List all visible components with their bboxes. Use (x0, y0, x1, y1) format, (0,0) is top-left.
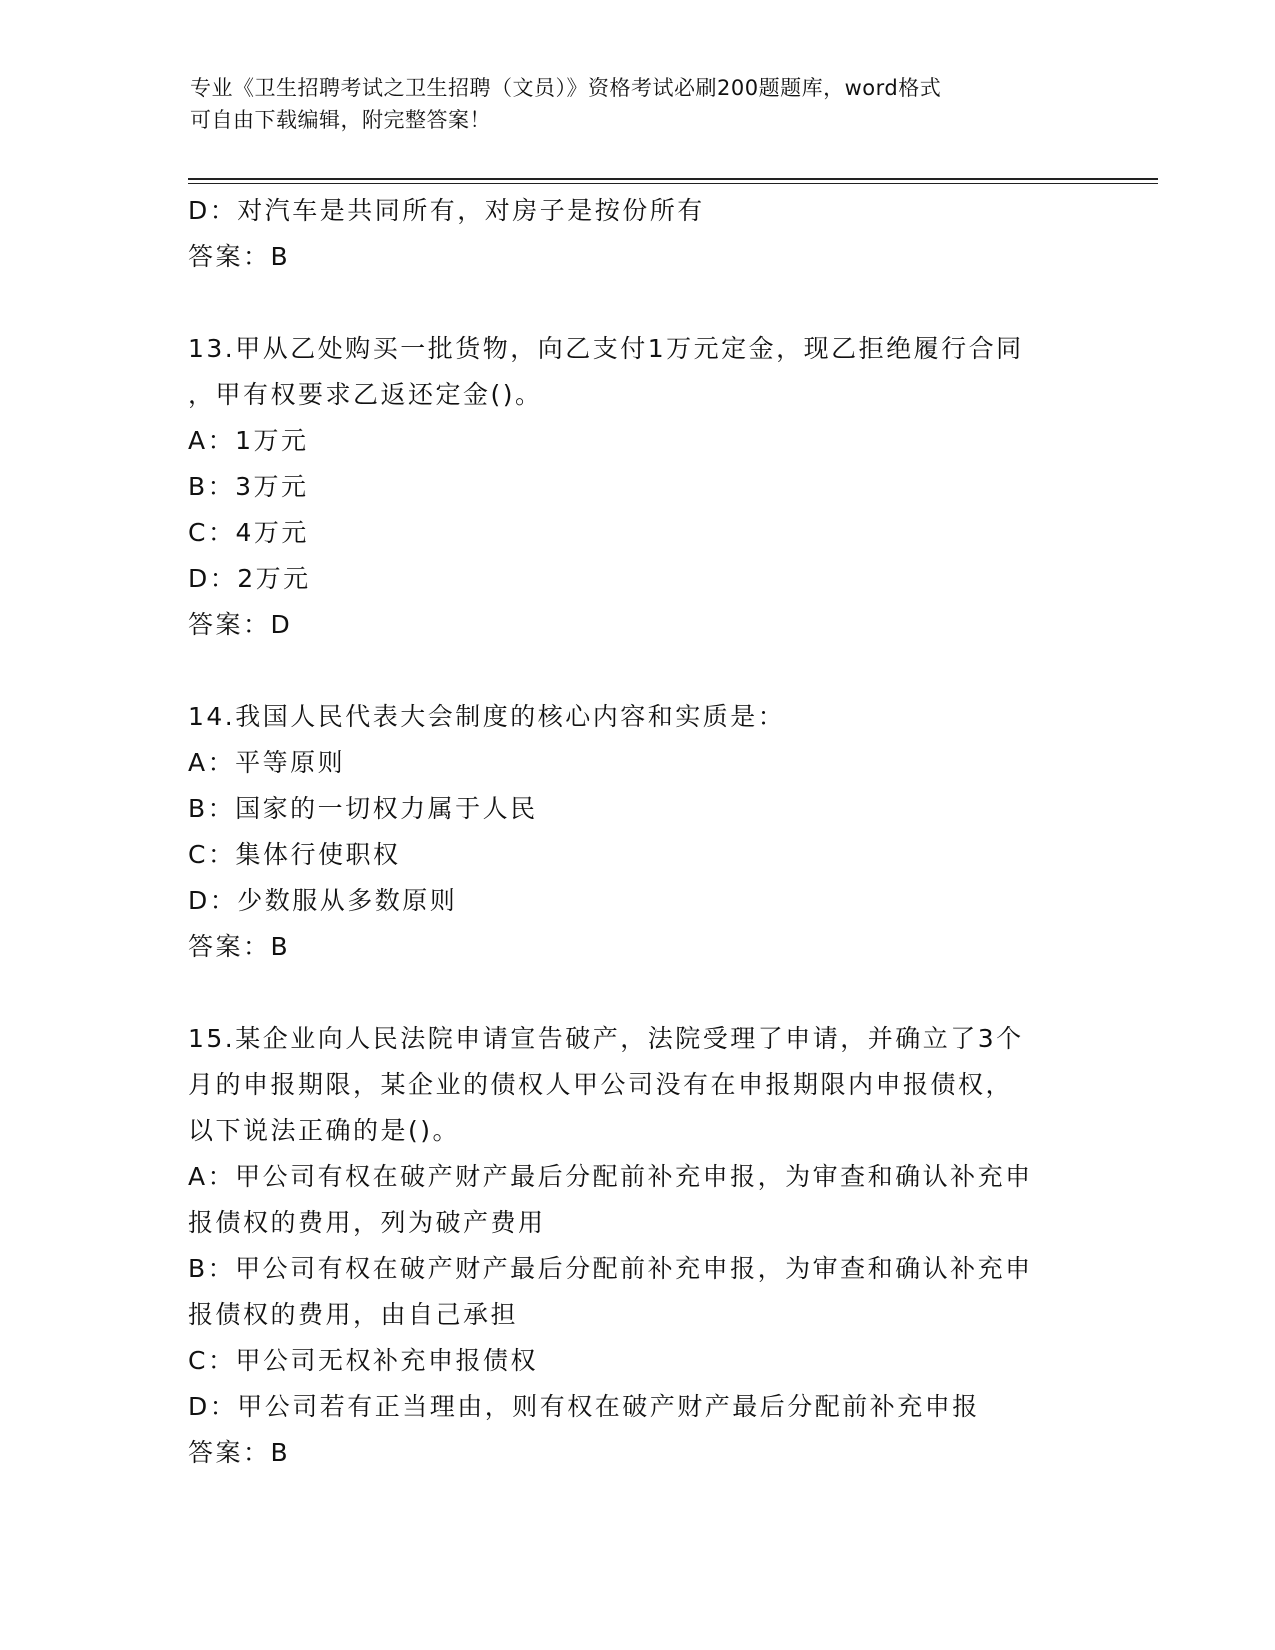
option-b: B：国家的一切权力属于人民 (188, 794, 538, 823)
question-stem-line: 15.某企业向人民法院申请宣告破产，法院受理了申请，并确立了3个 (188, 1024, 1024, 1053)
option-b-line: B：甲公司有权在破产财产最后分配前补充申报，为审查和确认补充申 (188, 1254, 1033, 1283)
question-13 (188, 326, 1088, 648)
option-c: C：4万元 (188, 518, 309, 547)
option-d: D：2万元 (188, 564, 311, 593)
answer: 答案：B (188, 242, 291, 271)
option-b: B：3万元 (188, 472, 309, 501)
spacer (188, 970, 1088, 1016)
header-rule-thin (188, 183, 1158, 184)
header-line-1: 专业《卫生招聘考试之卫生招聘（文员）》资格考试必刷200题题库，word格式 (190, 76, 942, 100)
question-15 (188, 1016, 1088, 1476)
question-stem: 14.我国人民代表大会制度的核心内容和实质是： (188, 702, 786, 731)
spacer (188, 280, 1088, 326)
option-a: A：平等原则 (188, 748, 346, 777)
header-rule-thick (188, 178, 1158, 180)
question-14 (188, 694, 1088, 970)
option-a-line: 报债权的费用，列为破产费用 (188, 1208, 546, 1237)
option-d: D：少数服从多数原则 (188, 886, 458, 915)
header-line-2: 可自由下载编辑，附完整答案！ (190, 108, 491, 132)
option-b-line: 报债权的费用，由自己承担 (188, 1300, 519, 1329)
document-header (190, 72, 1070, 136)
option-d: D：对汽车是共同所有，对房子是按份所有 (188, 196, 705, 225)
question-stem-line: 以下说法正确的是()。 (188, 1116, 461, 1145)
option-d: D：甲公司若有正当理由，则有权在破产财产最后分配前补充申报 (188, 1392, 980, 1421)
answer: 答案：D (188, 610, 293, 639)
answer: 答案：B (188, 932, 291, 961)
question-12-tail (188, 188, 1088, 280)
question-stem-line: ，甲有权要求乙返还定金()。 (188, 380, 543, 409)
question-stem-line: 13.甲从乙处购买一批货物，向乙支付1万元定金，现乙拒绝履行合同 (188, 334, 1024, 363)
option-c: C：甲公司无权补充申报债权 (188, 1346, 538, 1375)
option-a-line: A：甲公司有权在破产财产最后分配前补充申报，为审查和确认补充申 (188, 1162, 1033, 1191)
document-body (188, 188, 1088, 1476)
spacer (188, 648, 1088, 694)
option-c: C：集体行使职权 (188, 840, 401, 869)
question-stem-line: 月的申报期限，某企业的债权人甲公司没有在申报期限内申报债权， (188, 1070, 1014, 1099)
option-a: A：1万元 (188, 426, 309, 455)
answer: 答案：B (188, 1438, 291, 1467)
